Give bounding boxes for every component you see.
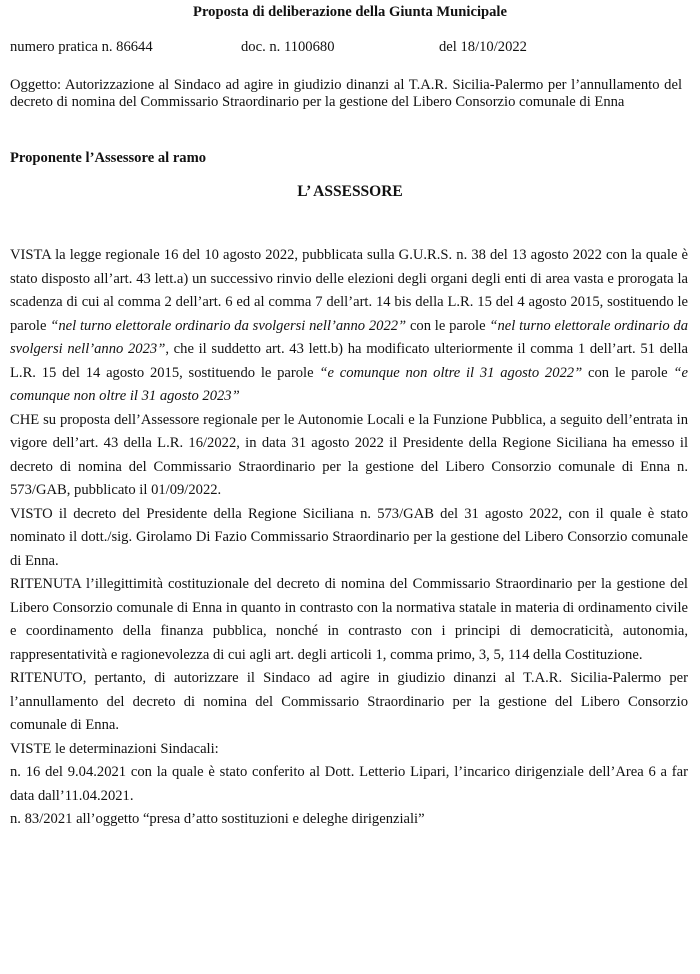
che-paragraph: CHE su proposta dell’Assessore regionale per le Autonomie Locali e la Funzione Pubblica, a seguito dell’entrata in vigore dell’art. 43 della L.R. 16/2022, in data 31 agosto 2022 il Presidente della Regione Siciliana ha emesso il decreto di nomina del Commissario Straordinario per la gestione del Libero Consorzio comunale di Enna n. 573/GAB, pubblicato il 01/09/2022. [10,411,688,498]
vista-text-3: , che il suddetto art. 43 lett.b) ha modificato ulteriormente il comma 1 dell’art. 51 della L.R. 15 del 14 agosto 2015, sostituendo le parole [10,341,688,381]
vista-quote-1: “nel turno elettorale ordinario da svolgersi nell’anno 2022” [50,317,407,334]
vista-text-1: VISTA la legge regionale 16 del 10 agosto 2022, pubblicata sulla G.U.R.S. n. 38 del 13 agosto 2022 con la quale è stato disposto all’art. 43 lett.a) un successivo rinvio delle elezioni degli organi degli enti di area vasta e prorogata la scadenza di cui al comma 2 dell’art. 6 ed al comma 7 dell’art. 14 bis della L.R. 15 del 4 agosto 2015, sostituendo le parole [10,247,688,334]
vista-quote-4: “e comunque non oltre il 31 agosto 2023” [10,364,689,404]
document-title: Proposta di deliberazione della Giunta Municipale [193,4,507,20]
vista-text-4: con le parole [582,364,674,381]
ritenuto-paragraph: RITENUTO, pertanto, di autorizzare il Sindaco ad agire in giudizio dinanzi al T.A.R. Sicilia-Palermo per l’annullamento del decreto di nomina del Commissario Straordinario per la gestione del Libero Consorzio comunale di Enna. [10,670,688,733]
ritenuta-paragraph: RITENUTA l’illegittimità costituzionale del decreto di nomina del Commissario Straordinario per la gestione del Libero Consorzio comunale di Enna in quanto in contrasto con la normativa statale in materia di ordinamento civile e coordinamento della finanza pubblica, nonché in contrasto con i principi di democraticità, autonomia, rappresentatività e ragionevolezza di cui agli art. degli articoli 1, comma primo, 3, 5, 114 della Costituzione. [10,576,688,663]
vista-quote-2: “nel turno elettorale ordinario da svolgersi nell’anno 2023” [10,317,688,357]
vista-paragraph [10,244,688,409]
vista-quote-3: “e comunque non oltre il 31 agosto 2022” [319,364,583,381]
pratica-number: numero pratica n. 86644 [10,39,153,55]
assessore-heading: L’ ASSESSORE [297,183,403,200]
viste-paragraph: VISTE le determinazioni Sindacali: [10,740,219,757]
document-meta-row [10,39,690,59]
visto-paragraph: VISTO il decreto del Presidente della Regione Siciliana n. 573/GAB del 31 agosto 2022, con il quale è stato nominato il dott./sig. Girolamo Di Fazio Commissario Straordinario per la gestione del Libero Consorzio comunale di Enna. [10,505,688,569]
determinazione-83-paragraph: n. 83/2021 all’oggetto “presa d’atto sostituzioni e deleghe dirigenziali” [10,811,425,827]
oggetto-paragraph: Oggetto: Autorizzazione al Sindaco ad agire in giudizio dinanzi al T.A.R. Sicilia-Palermo per l’annullamento del decreto di nomina del Commissario Straordinario per la gestione del Libero Consorzio comunale di Enna [10,77,682,110]
doc-number: doc. n. 1100680 [241,39,335,55]
vista-text-2: con le parole [406,317,490,334]
proponente-heading: Proponente l’Assessore al ramo [10,150,207,166]
document-body [10,244,688,832]
determinazione-16-paragraph: n. 16 del 9.04.2021 con la quale è stato conferito al Dott. Letterio Lipari, l’incarico dirigenziale dell’Area 6 a far data dall’11.04.2021. [10,764,688,804]
document-date: del 18/10/2022 [439,39,527,55]
